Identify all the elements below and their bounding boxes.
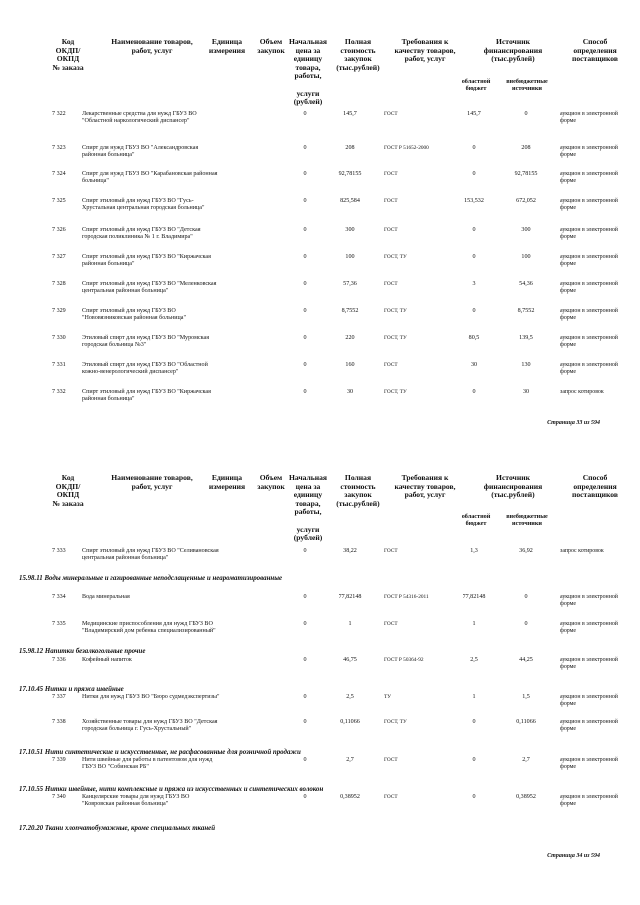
okpd-section-heading: 17.10.55 Нитки швейные, нити комплексные и пряжа из искусственных и синтетических волокон <box>19 786 324 793</box>
header-source: Источник финансирования (тыс.рублей) <box>483 37 543 64</box>
header-price: Начальная цена за единицу товара, работы, услуги (рублей) <box>288 473 328 543</box>
okpd-section-heading: 17.20.20 Ткани хлопчатобумажные, кроме специальных тканей <box>19 825 216 832</box>
header-volume: Объем закупок <box>257 37 285 55</box>
header-code: Код ОКДП/ ОКПД № заказа <box>52 473 84 508</box>
header-total: Полная стоимость закупок (тыс.рублей) <box>336 473 380 508</box>
header-extrabudget: внебюджетные источники <box>506 513 548 527</box>
header-regional: областной бюджет <box>461 78 491 92</box>
page-number: Страница 33 из 594 <box>547 420 600 426</box>
page-number: Страница 34 из 594 <box>547 853 600 859</box>
header-name: Наименование товаров, работ, услуг <box>111 473 193 491</box>
header-method: Способ определения поставщиков <box>571 37 619 64</box>
header-volume: Объем закупок <box>257 473 285 491</box>
header-name: Наименование товаров, работ, услуг <box>111 37 193 55</box>
okpd-section-heading: 17.10.45 Нитки и пряжа швейные <box>19 686 124 693</box>
okpd-section-heading: 17.10.51 Нити синтетические и искусственные, не расфасованные для розничной продажи <box>19 749 301 756</box>
header-total: Полная стоимость закупок (тыс.рублей) <box>336 37 380 72</box>
okpd-section-heading: 15.98.11 Воды минеральные и газированные неподслащенные и неароматизированные <box>19 575 283 582</box>
header-extrabudget: внебюджетные источники <box>506 78 548 92</box>
header-price: Начальная цена за единицу товара, работы, услуги (рублей) <box>288 37 328 107</box>
header-regional: областной бюджет <box>461 513 491 527</box>
okpd-section-heading: 15.98.12 Напитки безалкогольные прочие <box>19 648 146 655</box>
header-unit: Единица измерения <box>208 37 246 55</box>
header-requirements: Требования к качеству товаров, работ, услуг <box>394 37 456 64</box>
header-code: Код ОКДП/ ОКПД № заказа <box>52 37 84 72</box>
header-source: Источник финансирования (тыс.рублей) <box>483 473 543 500</box>
header-unit: Единица измерения <box>208 473 246 491</box>
header-method: Способ определения поставщиков <box>571 473 619 500</box>
header-requirements: Требования к качеству товаров, работ, услуг <box>394 473 456 500</box>
